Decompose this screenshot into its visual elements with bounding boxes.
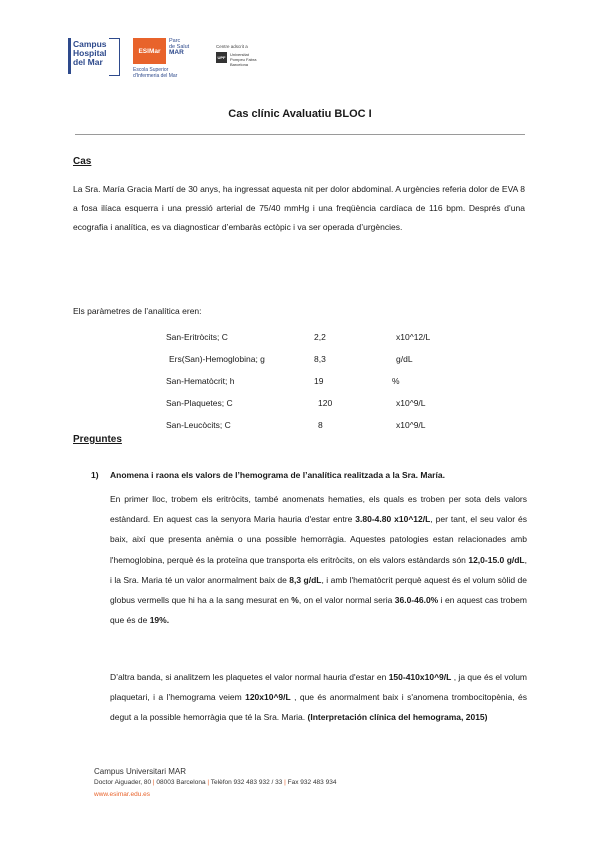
footer-fax: Fax 932 483 934 [285,779,337,786]
esimar-subtitle [133,67,203,79]
footer-separator: | [152,779,155,786]
param-value: 8,3 [314,354,326,364]
upf-caption: Centre adscrit a [216,44,248,49]
title-divider [75,134,525,135]
cas-heading: Cas [73,156,92,167]
upf-logo: UPF [216,52,227,63]
esimar-sub-line: d'Infermeria del Mar [133,73,178,79]
answer-text: , que és anormalment baix i s'anomena trombocitopènia, és degut a la possible hemorràgia que té la Sra. Maria. [110,692,527,723]
document-title: Cas clínic Avaluatiu BLOC I [228,108,372,120]
esimar-logo: ESIMar [133,38,166,64]
params-intro: Els paràmetres de l’analítica eren: [73,306,202,316]
answer-text: , i amb l'hematòcrit perquè aquest és el volum sòlid de globus vermells que hi ha a la sang mesurat en [110,574,527,606]
parc-salut-mar-logo [169,38,197,56]
campus-logo-line: Campus [73,39,107,49]
upf-logo-text [230,52,270,67]
answer-bold: 8,3 g/dL [289,574,322,585]
answer-text: En primer lloc, trobem els eritròcits, també anomenats hematies, els quals es troben per sota dels valors estàndard. En aquest cas la senyora Maria hauria d'estar entre [110,494,527,525]
answer-text: , i la Sra. Maria té un valor anormalment baix de [110,554,528,585]
answer-bold: 120x10^9/L [245,692,291,703]
upf-text-line: Universitat [230,52,249,57]
answer-text: , on el valor normal seria [298,595,395,606]
param-unit: x10^12/L [396,332,431,342]
question-number: 1) [91,470,99,480]
param-name: San-Leucòcits; C [166,420,231,430]
footer-website-link[interactable]: www.esimar.edu.es [94,791,150,798]
esimar-sub-line: Escola Superior [133,67,169,73]
answer-text: i en aquest cas trobem que és de [110,595,527,626]
parc-logo-line: Parc [169,38,181,44]
param-unit: x10^9/L [396,398,426,408]
campus-hospital-logo [73,40,119,67]
parc-logo-line: MAR [169,49,184,56]
answer-bold: 12,0-15.0 g/dL [468,554,525,565]
answer-bold: % [291,595,299,606]
answer-text: D’altra banda, si analitzem les plaquetes el valor normal hauria d'estar en [110,672,389,682]
answer-bold: 19%. [149,615,170,626]
answer-bold: 3.80-4.80 x10^12/L [355,514,431,525]
logo-bracket [109,38,120,76]
param-value: 19 [314,376,324,386]
param-value: 120 [318,398,333,408]
question-text: Anomena i raona els valors de l’hemograma de l’analítica realitzada a la Sra. María. [110,470,445,480]
parc-logo-line: de Salut [169,44,190,50]
answer-text: , ja que és el volum plaquetari, i a l’hemograma veiem [110,672,527,703]
footer-address [94,779,336,786]
param-name: San-Hematòcrit; h [166,376,235,386]
param-value: 8 [318,420,323,430]
param-unit: x10^9/L [396,420,426,430]
footer-separator: | [284,779,286,786]
answer-paragraph [110,489,527,630]
upf-text-line: Barcelona [230,62,249,67]
cas-paragraph: La Sra. María Gracia Martí de 30 anys, ha ingressat aquesta nit per dolor abdominal. A urgències referia dolor de EVA 8 a fosa ilíaca esquerra i una pressió arterial de 75/40 mmHg i una freqüència cardíaca de 116 bpm. Després d’una ecografia i analítica, es va diagnosticar d’embaràs ectòpic i va ser operada d’urgències. [73,184,525,232]
answer-bold: 36.0-46.0% [394,595,439,606]
answer-text: , per tant, el seu valor és baix, així que presenta anèmia o una possible hemorràgia. Aquestes patologies estan relacionades amb l'hemoglobina, perquè és la proteïna que transporta els eritròcits, on els valors estàndards són [110,514,528,565]
answer-citation: (Interpretación clínica del hemograma, 2015) [307,712,488,723]
preguntes-heading: Preguntes [73,434,122,445]
param-name: Ers(San)-Hemoglobina; g [169,354,265,364]
campus-logo-line: del Mar [73,57,103,67]
answer-bold: 150-410x10^9/L [388,672,452,682]
param-value: 2,2 [314,332,326,342]
footer-separator: | [207,779,210,786]
param-unit: % [392,376,400,386]
campus-logo-line: Hospital [73,48,107,58]
footer-street: Doctor Aiguader, 80 [94,779,153,786]
logo-bar [68,38,71,74]
param-unit: g/dL [396,354,413,364]
param-name: San-Eritròcits; C [166,332,228,342]
footer-postal: 08003 Barcelona [154,779,208,786]
footer-phone: Telèfon 932 483 932 / 33 [209,779,285,786]
upf-text-line: Pompeu Fabra [230,57,257,62]
footer-institution: Campus Universitari MAR [94,767,187,776]
param-name: San-Plaquetes; C [166,398,233,408]
answer-paragraph [110,667,527,728]
